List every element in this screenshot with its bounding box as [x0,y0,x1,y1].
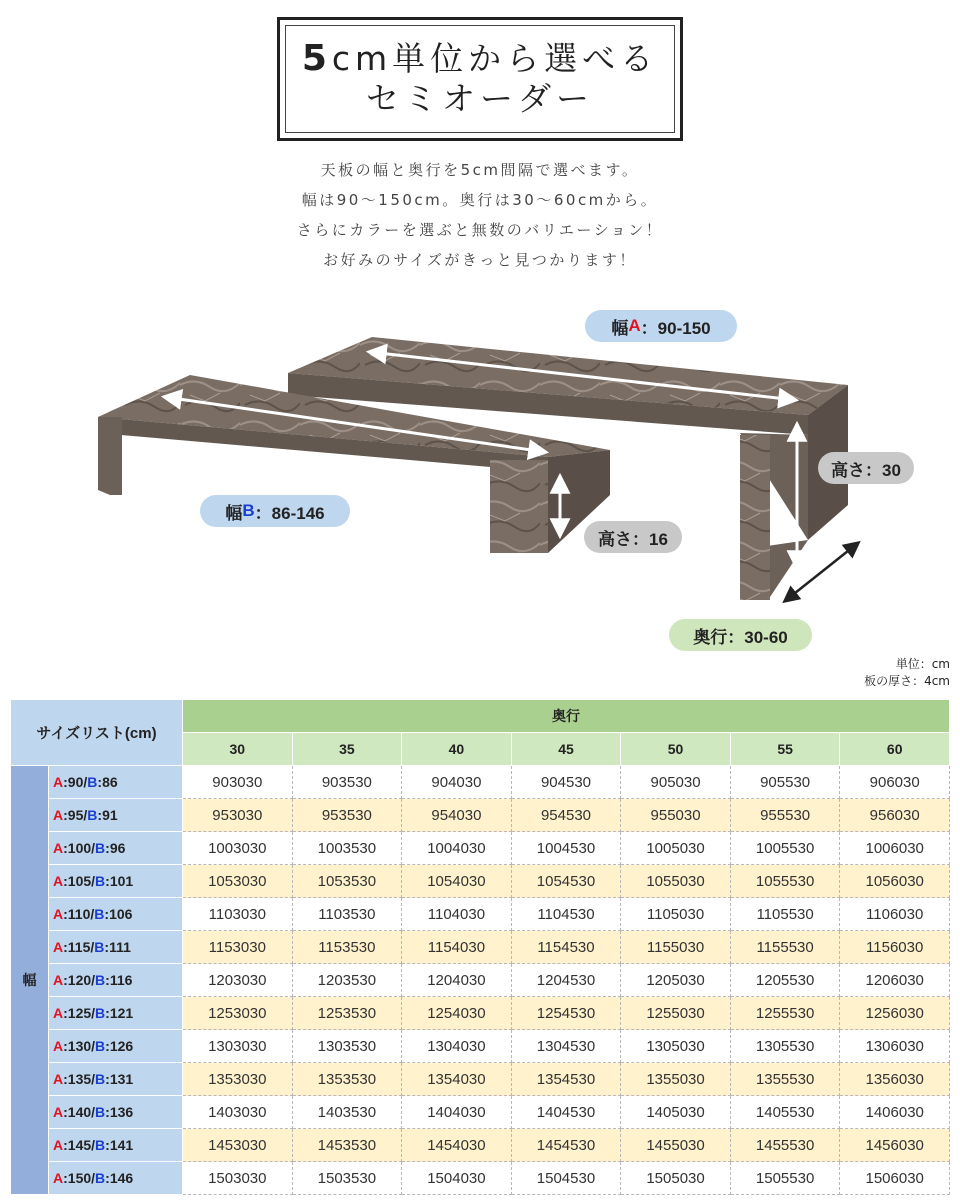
row-size-label [49,832,183,865]
row-size-label [49,799,183,832]
size-code-cell: 1203530 [292,964,402,997]
marble-stand-drawing [0,295,960,660]
unit-note [864,656,950,690]
size-code-cell: 905030 [621,766,731,799]
size-code-cell: 1155030 [621,931,731,964]
size-code-cell: 1103530 [292,898,402,931]
width-b-letter: B [242,501,255,520]
depth-column-header: 30 [183,733,293,766]
width-a-letter: A [53,774,64,790]
depth-column-header: 55 [730,733,840,766]
size-code-cell: 1205530 [730,964,840,997]
width-a-prefix: 幅 [611,318,629,338]
width-a-value: 90 [67,774,84,790]
size-code-cell: 1156030 [840,931,950,964]
width-a-value: 125 [67,1005,92,1021]
height-b-label: 高さ：16 [584,521,682,553]
width-a-value: 120 [67,972,92,988]
size-code-cell: 1105030 [621,898,731,931]
size-code-cell: 1104030 [402,898,512,931]
size-code-cell: 1254030 [402,997,512,1030]
width-b-letter: B [95,1005,106,1021]
width-a-letter: A [53,1170,64,1186]
width-a-letter: A [53,840,64,856]
width-a-value: 100 [67,840,92,856]
width-b-letter: B [95,1137,106,1153]
size-code-cell: 954030 [402,799,512,832]
size-code-cell: 1055030 [621,865,731,898]
size-code-cell: 1355530 [730,1063,840,1096]
table-row [11,931,950,964]
size-code-cell: 1405530 [730,1096,840,1129]
width-b-range: ：86-146 [254,503,325,523]
size-code-cell: 906030 [840,766,950,799]
title-text: cm単位から選べる [331,39,659,78]
width-a-value: 150 [67,1170,92,1186]
width-a-label [585,310,737,342]
size-code-cell: 1056030 [840,865,950,898]
separator: / [91,1170,96,1186]
width-b-value: 141 [109,1137,134,1153]
intro-line: お好みのサイズがきっと見つかります！ [323,251,637,269]
size-code-cell: 953530 [292,799,402,832]
width-a-letter: A [53,1071,64,1087]
table-row [11,832,950,865]
depth-column-header: 45 [511,733,621,766]
separator: : [63,840,68,856]
width-b-label [200,495,350,527]
separator: / [83,807,88,823]
size-code-cell: 1305030 [621,1030,731,1063]
intro-line: さらにカラーを選ぶと無数のバリエーション！ [296,221,664,239]
separator: : [63,873,68,889]
width-b-value: 146 [109,1170,134,1186]
size-code-cell: 1203030 [183,964,293,997]
size-code-cell: 1404530 [511,1096,621,1129]
intro-line: 幅は90～150cm。奥行は30～60cmから。 [301,191,659,209]
size-code-cell: 903530 [292,766,402,799]
thickness-text: 板の厚さ：4cm [864,674,950,688]
intro-text [0,155,960,275]
row-size-label [49,964,183,997]
width-a-letter: A [53,1104,64,1120]
separator: : [63,1104,68,1120]
title-box [277,17,683,141]
title-line-1 [302,39,658,79]
separator: / [91,1137,96,1153]
size-code-cell: 955530 [730,799,840,832]
size-code-cell: 1303530 [292,1030,402,1063]
separator: : [63,939,68,955]
separator: : [105,873,110,889]
size-list-title: サイズリスト(cm) [11,700,183,766]
separator: / [91,1104,96,1120]
row-size-label [49,865,183,898]
row-size-label [49,898,183,931]
size-code-cell: 1105530 [730,898,840,931]
size-code-cell: 1054530 [511,865,621,898]
size-code-cell: 1403030 [183,1096,293,1129]
size-code-cell: 1154530 [511,931,621,964]
size-code-cell: 1456030 [840,1129,950,1162]
size-code-cell: 1103030 [183,898,293,931]
separator: : [63,906,68,922]
size-code-cell: 954530 [511,799,621,832]
width-b-letter: B [87,774,98,790]
width-a-letter: A [53,1005,64,1021]
size-code-cell: 1304530 [511,1030,621,1063]
width-b-letter: B [95,972,106,988]
depth-column-header: 60 [840,733,950,766]
size-code-cell: 1256030 [840,997,950,1030]
table-row [11,1030,950,1063]
size-code-cell: 1053030 [183,865,293,898]
title-number: 5 [301,38,332,79]
separator: : [105,1038,110,1054]
size-code-cell: 1353530 [292,1063,402,1096]
width-b-value: 131 [109,1071,134,1087]
size-code-cell: 1503030 [183,1162,293,1195]
width-a-letter: A [53,807,64,823]
width-a-value: 115 [67,939,91,955]
size-code-cell: 1503530 [292,1162,402,1195]
size-code-cell: 1255030 [621,997,731,1030]
row-size-label [49,766,183,799]
size-code-cell: 905530 [730,766,840,799]
size-code-cell: 1055530 [730,865,840,898]
width-a-letter: A [53,1137,64,1153]
width-b-letter: B [95,1038,106,1054]
separator: : [63,1170,68,1186]
depth-label: 奥行：30-60 [669,619,812,651]
width-b-value: 126 [109,1038,134,1054]
separator: : [104,939,110,955]
separator: : [97,807,103,823]
width-b-letter: B [87,807,98,823]
separator: : [63,972,68,988]
title-line-2: セミオーダー [366,79,594,118]
separator: : [105,1137,110,1153]
depth-column-header: 50 [621,733,731,766]
size-code-cell: 953030 [183,799,293,832]
separator: / [90,939,95,955]
size-code-cell: 1404030 [402,1096,512,1129]
size-code-cell: 1004030 [402,832,512,865]
size-code-cell: 955030 [621,799,731,832]
table-row [11,1063,950,1096]
table-row [11,1162,950,1195]
size-code-cell: 1204030 [402,964,512,997]
size-code-cell: 1303030 [183,1030,293,1063]
width-b-value: 111 [109,939,131,955]
separator: : [97,774,103,790]
size-code-cell: 1356030 [840,1063,950,1096]
title-inner-frame [285,25,675,133]
width-a-letter: A [53,873,64,889]
separator: : [105,840,110,856]
size-code-cell: 1354030 [402,1063,512,1096]
size-rows [11,766,950,1195]
table-row [11,865,950,898]
size-code-cell: 1454530 [511,1129,621,1162]
width-a-letter: A [53,972,64,988]
separator: : [63,1038,68,1054]
table-row [11,766,950,799]
size-code-cell: 1305530 [730,1030,840,1063]
separator: / [91,840,96,856]
width-b-value: 136 [109,1104,134,1120]
separator: : [105,1104,110,1120]
table-row [11,898,950,931]
size-code-cell: 1003030 [183,832,293,865]
table-row [11,1129,950,1162]
size-code-cell: 1054030 [402,865,512,898]
width-b-value: 91 [102,807,118,823]
row-size-label [49,1096,183,1129]
width-b-value: 86 [102,774,118,790]
size-code-cell: 903030 [183,766,293,799]
width-a-value: 145 [67,1137,92,1153]
unit-text: 単位：cm [895,657,950,671]
height-a-label: 高さ：30 [818,452,914,484]
product-illustration [0,295,960,660]
separator: : [105,1071,110,1087]
size-code-cell: 1255530 [730,997,840,1030]
width-side-header: 幅 [11,766,49,1195]
size-code-cell: 1053530 [292,865,402,898]
size-code-cell: 1405030 [621,1096,731,1129]
size-code-cell: 1454030 [402,1129,512,1162]
width-b-letter: B [95,840,106,856]
width-b-prefix: 幅 [225,503,243,523]
width-a-range: ：90-150 [640,318,711,338]
width-b-value: 101 [109,873,134,889]
width-a-value: 110 [67,906,91,922]
size-code-cell: 1254530 [511,997,621,1030]
size-code-cell: 1204530 [511,964,621,997]
width-a-letter: A [628,316,641,335]
table-row [11,1096,950,1129]
size-code-cell: 1005030 [621,832,731,865]
depth-header: 奥行 [183,700,950,733]
separator: : [105,1005,110,1021]
size-code-cell: 1355030 [621,1063,731,1096]
separator: / [90,906,95,922]
width-a-value: 95 [67,807,84,823]
size-code-cell: 1206030 [840,964,950,997]
separator: : [105,1170,110,1186]
size-code-cell: 1504530 [511,1162,621,1195]
row-size-label [49,931,183,964]
row-size-label [49,997,183,1030]
separator: / [91,873,96,889]
size-code-cell: 904030 [402,766,512,799]
size-code-cell: 1306030 [840,1030,950,1063]
size-code-cell: 1006030 [840,832,950,865]
separator: / [91,1038,96,1054]
width-b-letter: B [95,1071,106,1087]
size-code-cell: 1504030 [402,1162,512,1195]
size-code-cell: 1403530 [292,1096,402,1129]
width-a-letter: A [53,939,64,955]
size-code-cell: 1153030 [183,931,293,964]
separator: / [91,1005,96,1021]
size-code-cell: 904530 [511,766,621,799]
size-code-cell: 1354530 [511,1063,621,1096]
width-b-letter: B [95,1170,106,1186]
width-a-letter: A [53,906,64,922]
size-code-cell: 1003530 [292,832,402,865]
separator: / [83,774,88,790]
depth-column-header: 35 [292,733,402,766]
intro-line: 天板の幅と奥行を5cm間隔で選べます。 [320,161,640,179]
width-b-value: 121 [109,1005,134,1021]
row-size-label [49,1063,183,1096]
width-a-letter: A [53,1038,64,1054]
size-code-cell: 1253030 [183,997,293,1030]
width-a-value: 130 [67,1038,92,1054]
size-code-cell: 1155530 [730,931,840,964]
size-code-cell: 1205030 [621,964,731,997]
size-code-cell: 1253530 [292,997,402,1030]
row-size-label [49,1162,183,1195]
size-code-cell: 1505530 [730,1162,840,1195]
depth-column-header: 40 [402,733,512,766]
size-code-cell: 1455030 [621,1129,731,1162]
row-size-label [49,1030,183,1063]
size-code-cell: 1104530 [511,898,621,931]
width-b-letter: B [94,939,105,955]
width-b-letter: B [95,873,106,889]
size-code-cell: 1506030 [840,1162,950,1195]
size-list-table [10,699,950,1195]
size-code-cell: 1106030 [840,898,950,931]
width-a-value: 135 [67,1071,92,1087]
separator: : [63,1071,68,1087]
size-code-cell: 1455530 [730,1129,840,1162]
row-size-label [49,1129,183,1162]
separator: : [63,1137,68,1153]
size-code-cell: 1304030 [402,1030,512,1063]
size-code-cell: 1453530 [292,1129,402,1162]
separator: : [105,972,110,988]
separator: / [91,972,96,988]
size-code-cell: 1505030 [621,1162,731,1195]
separator: / [91,1071,96,1087]
size-code-cell: 1153530 [292,931,402,964]
size-code-cell: 1406030 [840,1096,950,1129]
width-a-value: 105 [67,873,92,889]
width-b-value: 96 [109,840,126,856]
table-row [11,964,950,997]
size-code-cell: 1004530 [511,832,621,865]
table-row [11,799,950,832]
size-code-cell: 1353030 [183,1063,293,1096]
width-b-letter: B [95,1104,106,1120]
size-code-cell: 1005530 [730,832,840,865]
separator: : [63,1005,68,1021]
size-code-cell: 1154030 [402,931,512,964]
size-code-cell: 956030 [840,799,950,832]
width-b-letter: B [94,906,105,922]
separator: : [63,774,68,790]
size-code-cell: 1453030 [183,1129,293,1162]
table-row [11,997,950,1030]
width-b-value: 116 [109,972,133,988]
width-a-value: 140 [67,1104,92,1120]
width-b-value: 106 [109,906,133,922]
separator: : [63,807,68,823]
separator: : [104,906,110,922]
